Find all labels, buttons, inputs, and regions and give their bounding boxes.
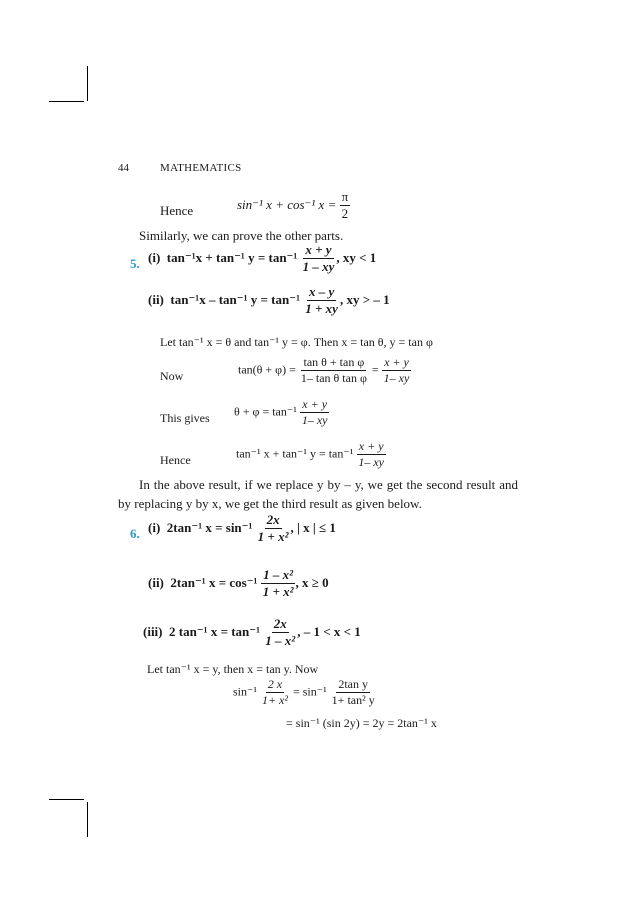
- hence-equation-lhs: sin⁻¹ x + cos⁻¹ x =: [237, 196, 337, 212]
- fraction-denominator: 2: [341, 206, 349, 222]
- hence-2-lhs: tan⁻¹ x + tan⁻¹ y = tan⁻¹: [236, 446, 354, 461]
- part-label: (i): [148, 519, 161, 535]
- crop-mark-bottom-horizontal: [49, 799, 84, 800]
- part-label: (iii): [143, 623, 163, 639]
- gives-fraction: [300, 398, 330, 427]
- proof-6-line-1: [233, 678, 377, 707]
- part-fraction: [303, 285, 340, 317]
- crop-mark-bottom-vertical: [87, 802, 88, 837]
- part-label: (ii): [148, 574, 164, 590]
- crop-mark-top-horizontal: [49, 101, 84, 102]
- two-x-fraction: [260, 678, 290, 707]
- this-gives-label: This gives: [160, 411, 210, 425]
- proof-5-let-line: Let tan⁻¹ x = θ and tan⁻¹ y = φ. Then x = tan θ, y = tan φ: [160, 335, 433, 349]
- part-condition: , xy > – 1: [339, 291, 390, 307]
- item-6-part-2: [148, 568, 329, 600]
- hence-label: Hence: [160, 203, 194, 218]
- now-equation: [238, 356, 411, 385]
- now-label: Now: [160, 369, 184, 383]
- part-label: (i): [148, 249, 161, 265]
- fraction-numerator: π: [340, 190, 351, 206]
- now-lhs: tan(θ + φ) =: [238, 362, 296, 377]
- fraction-denominator: 1– tan θ tan φ: [300, 371, 367, 386]
- fraction-denominator: 1+ x²: [261, 693, 288, 708]
- item-5-part-1: [148, 243, 376, 275]
- item-6-number: 6.: [130, 526, 140, 541]
- part-lhs: 2tan⁻¹ x = cos⁻¹: [170, 574, 258, 590]
- fraction-numerator: x + y: [303, 243, 333, 259]
- item-6-part-3: [143, 617, 361, 649]
- part-label: (ii): [148, 291, 164, 307]
- fraction-denominator: 1 + x²: [257, 529, 289, 545]
- equals-sin-inverse: = sin⁻¹: [292, 684, 327, 699]
- gives-lhs: θ + φ = tan⁻¹: [234, 404, 297, 419]
- part-fraction: [263, 617, 297, 649]
- page-number: 44: [118, 162, 129, 174]
- equals-sign: =: [371, 362, 379, 377]
- fraction-numerator: x + y: [357, 440, 386, 455]
- fraction-numerator: x + y: [300, 398, 329, 413]
- pi-over-two-fraction: [340, 190, 351, 222]
- part-lhs: 2 tan⁻¹ x = tan⁻¹: [169, 623, 261, 639]
- fraction-denominator: 1 + x²: [262, 584, 294, 600]
- part-lhs: tan⁻¹x – tan⁻¹ y = tan⁻¹: [170, 291, 301, 307]
- proof-6-let-line: Let tan⁻¹ x = y, then x = tan y. Now: [147, 662, 319, 676]
- hence-equation: [237, 190, 350, 222]
- tan-y-fraction: [330, 678, 377, 707]
- proof-6-line-2: = sin⁻¹ (sin 2y) = 2y = 2tan⁻¹ x: [286, 716, 437, 730]
- similarly-text: Similarly, we can prove the other parts.: [139, 228, 344, 243]
- sin-inverse: sin⁻¹: [233, 684, 257, 699]
- part-condition: , x ≥ 0: [295, 574, 329, 590]
- fraction-numerator: x + y: [382, 356, 411, 371]
- part-condition: , – 1 < x < 1: [297, 623, 361, 639]
- part-condition: , | x | ≤ 1: [290, 519, 336, 535]
- crop-mark-top-vertical: [87, 66, 88, 101]
- fraction-numerator: tan θ + tan φ: [301, 356, 366, 371]
- fraction-denominator: 1 – xy: [302, 259, 335, 275]
- this-gives-equation: [234, 398, 329, 427]
- fraction-numerator: 2x: [265, 513, 282, 529]
- part-lhs: 2tan⁻¹ x = sin⁻¹: [166, 519, 253, 535]
- fraction-denominator: 1– xy: [358, 455, 384, 470]
- part-fraction: [301, 243, 337, 275]
- fraction-numerator: 2x: [272, 617, 289, 633]
- fraction-numerator: x – y: [307, 285, 336, 301]
- item-5-part-2: [148, 285, 390, 317]
- item-5-number: 5.: [130, 256, 140, 271]
- part-fraction: [261, 568, 296, 600]
- part-condition: , xy < 1: [336, 249, 377, 265]
- replace-paragraph: In the above result, if we replace y by – y, we get the second result and by replacing y by x, we get the third result as given below.: [118, 477, 518, 511]
- item-6-part-1: [148, 513, 336, 545]
- fraction-numerator: 1 – x²: [261, 568, 295, 584]
- tan-sum-fraction: [299, 356, 369, 385]
- part-lhs: tan⁻¹x + tan⁻¹ y = tan⁻¹: [166, 249, 298, 265]
- running-title: MATHEMATICS: [160, 162, 242, 174]
- part-fraction: [256, 513, 291, 545]
- fraction-denominator: 1– xy: [301, 413, 328, 428]
- fraction-denominator: 1 – x²: [265, 633, 296, 649]
- fraction-denominator: 1 + xy: [305, 301, 338, 317]
- hence-2-equation: [236, 440, 386, 469]
- hence-2-label: Hence: [160, 453, 191, 467]
- hence-2-fraction: [356, 440, 386, 469]
- fraction-denominator: 1– xy: [383, 371, 410, 386]
- fraction-numerator: 2tan y: [336, 678, 370, 693]
- fraction-denominator: 1+ tan² y: [331, 693, 375, 708]
- fraction-numerator: 2 x: [266, 678, 284, 693]
- xy-fraction: [382, 356, 412, 385]
